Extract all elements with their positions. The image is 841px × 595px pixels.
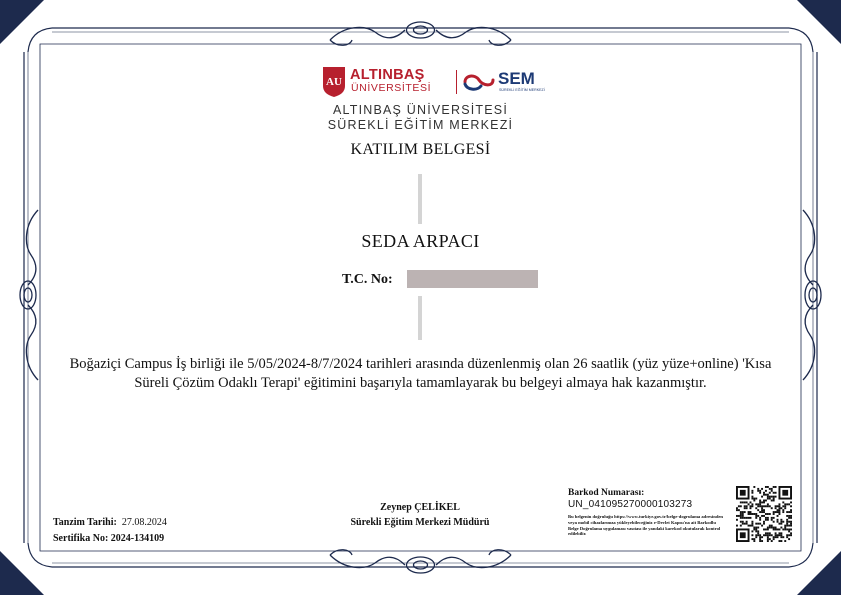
tc-number-redacted: [407, 270, 538, 288]
university-name-line1: ALTINBAŞ ÜNİVERSİTESİ: [332, 103, 508, 117]
signer-title: Sürekli Eğitim Merkezi Müdürü: [350, 517, 490, 528]
corner-top-right: [797, 0, 841, 44]
divider-upper: [418, 174, 422, 224]
cert-no: 2024-134109: [110, 532, 165, 544]
barcode-note: Bu belgenin doğruluğu https://www.turkiye.gov.tr/belge-dogrulama adresinden veya mobil cihazlarınıza yükleyebileceğiniz e-Devlet Kapısı'na ait Barkodlu Belge Doğrulama uygulaması vasıtası ile yandaki karekod okutularak kontrol edilebilir.: [568, 514, 723, 537]
issue-date: 27.08.2024: [121, 517, 167, 528]
university-logo: [322, 66, 545, 100]
recipient-name: SEDA ARPACI: [361, 231, 480, 251]
qr-code-icon: [736, 486, 792, 542]
sem-logo-subtext: SÜREKLİ EĞİTİM MERKEZİ: [499, 88, 545, 92]
logo-row: [0, 66, 841, 100]
corner-bottom-left: [0, 551, 44, 595]
certificate-body-text: Boğaziçi Campus İş birliği ile 5/05/2024-8/7/2024 tarihleri arasında düzenlenmiş olan 26 saatlik (yüz yüze+online) 'Kısa Süreli Çözüm Odaklı Terapi' eğitimini başarıyla tamamlayarak bu belgeyi almaya hak kazanmıştır.: [69, 356, 772, 391]
brand-name: ALTINBAŞ: [350, 67, 425, 83]
sem-swirl-icon: [461, 71, 497, 93]
top-ornament: [330, 22, 511, 45]
university-shield-icon: [322, 66, 346, 98]
logo-divider: [456, 70, 457, 94]
sem-logo-text: SEM: [498, 69, 535, 88]
barcode-block: [568, 488, 728, 537]
corner-bottom-right: [797, 551, 841, 595]
tc-number-label: T.C. No:: [342, 272, 393, 287]
cert-no-label: Sertifika No:: [53, 532, 109, 544]
signatory: [300, 500, 540, 530]
university-name-line2: SÜREKLİ EĞİTİM MERKEZİ: [327, 118, 514, 132]
certificate-title: KATILIM BELGESİ: [350, 141, 491, 158]
issue-date-label: Tanzim Tarihi:: [53, 517, 117, 528]
issue-date-row: [53, 515, 167, 531]
bottom-ornament: [330, 550, 511, 573]
issue-info: [53, 515, 167, 546]
barcode-value: UN_041095270000103273: [568, 499, 693, 510]
brand-subname: ÜNİVERSİTESİ: [351, 82, 432, 94]
divider-lower: [418, 296, 422, 340]
svg-text:AU: AU: [326, 76, 342, 88]
signer-name: Zeynep ÇELİKEL: [380, 502, 460, 513]
barcode-label: Barkod Numarası:: [568, 488, 645, 498]
cert-no-row: [53, 531, 167, 547]
